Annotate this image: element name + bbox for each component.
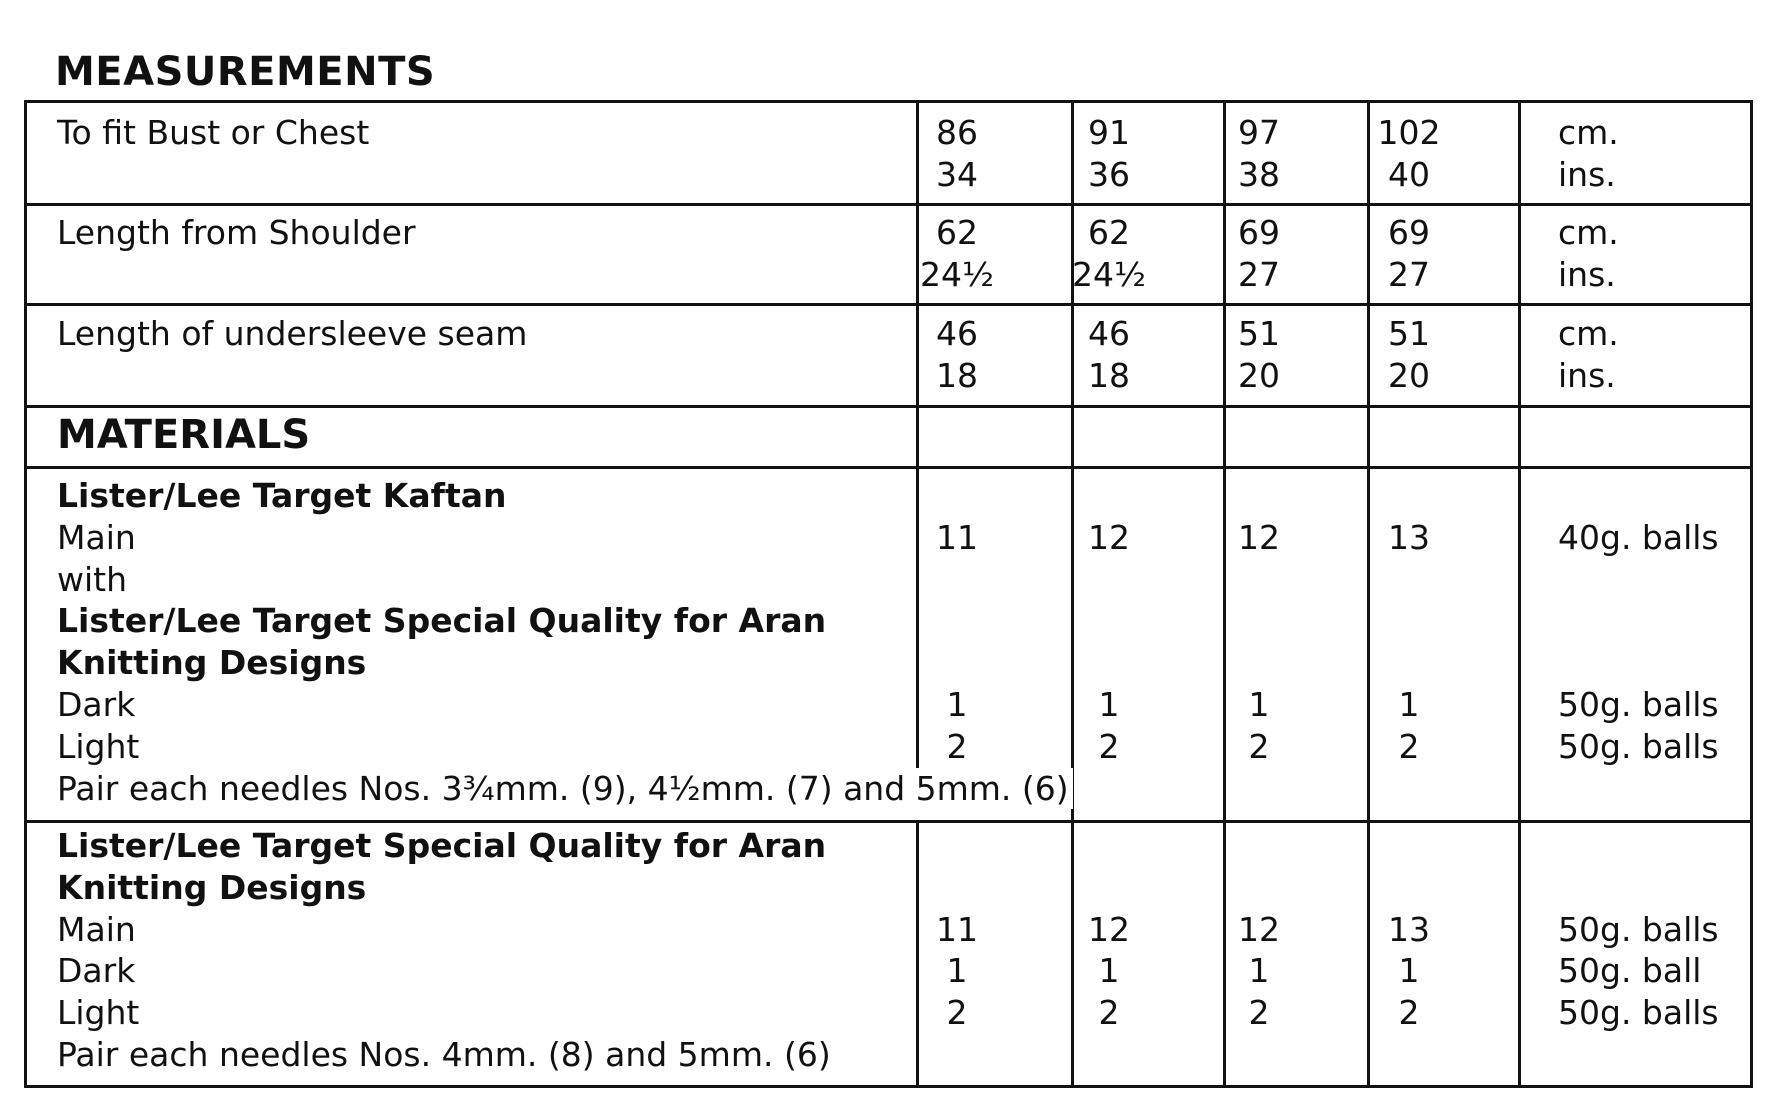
- with-label: with: [57, 559, 128, 599]
- dark-label: Dark: [57, 951, 136, 991]
- materials-heading: MATERIALS: [57, 412, 311, 458]
- measurement-value: 97 38: [1238, 113, 1280, 194]
- kaftan-light-unit: 50g. balls: [1558, 726, 1719, 766]
- measurement-unit: cm. ins.: [1558, 314, 1619, 395]
- main-label: Main: [57, 909, 136, 949]
- aran-light-unit: 50g. balls: [1558, 993, 1719, 1033]
- measurement-value: 62 24½: [1072, 213, 1146, 294]
- column-divider: [1518, 103, 1521, 1088]
- measurement-label: To fit Bust or Chest: [57, 113, 370, 152]
- measurement-value: 69 27: [1238, 213, 1280, 294]
- light-label: Light: [57, 726, 140, 766]
- dark-label: Dark: [57, 684, 136, 724]
- aran-main-value: 11: [936, 909, 978, 949]
- row-divider: [27, 303, 1750, 306]
- aran-main-value: 13: [1388, 909, 1430, 949]
- measurement-value: 46 18: [1088, 314, 1130, 395]
- kaftan-main-unit: 40g. balls: [1558, 517, 1719, 557]
- kaftan-light-value: 2: [1248, 726, 1270, 766]
- aran-dark-value: 1: [1248, 951, 1270, 991]
- kaftan-dark-value: 1: [1098, 685, 1120, 724]
- yarn-title: Lister/Lee Target Kaftan: [57, 476, 507, 515]
- aran-light-value: 2: [1248, 993, 1270, 1033]
- aran-light-value: 2: [1398, 993, 1420, 1033]
- aran-dark-value: 1: [1098, 951, 1120, 991]
- measurement-label: Length from Shoulder: [57, 213, 416, 252]
- kaftan-dark-value: 1: [946, 685, 968, 724]
- row-divider: [27, 203, 1750, 206]
- yarn-title: Knitting Designs: [57, 643, 367, 683]
- light-label: Light: [57, 993, 140, 1033]
- row-divider: [27, 405, 1750, 408]
- measurement-value: 102 40: [1377, 113, 1441, 194]
- kaftan-labels: [57, 475, 826, 768]
- measurement-value: 46 18: [936, 314, 978, 395]
- kaftan-dark-unit: 50g. balls: [1558, 685, 1719, 724]
- measurement-unit: cm. ins.: [1558, 113, 1619, 194]
- aran-needles-note: Pair each needles Nos. 4mm. (8) and 5mm. (6): [57, 1034, 831, 1074]
- row-divider: [27, 466, 1750, 469]
- kaftan-main-value: 13: [1388, 517, 1430, 557]
- aran-light-value: 2: [946, 993, 968, 1033]
- aran-main-unit: 50g. balls: [1558, 909, 1719, 949]
- main-label: Main: [57, 517, 136, 557]
- kaftan-needles-note: Pair each needles Nos. 3¾mm. (9), 4½mm. (7) and 5mm. (6): [57, 768, 1073, 810]
- yarn-title: Knitting Designs: [57, 867, 367, 907]
- kaftan-dark-value: 1: [1248, 685, 1270, 724]
- measurement-value: 86 34: [936, 113, 978, 194]
- row-divider: [27, 820, 1750, 823]
- kaftan-main-value: 11: [936, 517, 978, 557]
- measurement-value: 51 20: [1238, 314, 1280, 395]
- kaftan-main-value: 12: [1238, 517, 1280, 557]
- yarn-title: Lister/Lee Target Special Quality for Aran: [57, 601, 827, 641]
- kaftan-main-value: 12: [1088, 517, 1130, 557]
- measurement-value: 91 36: [1088, 113, 1130, 194]
- measurements-materials-table: [24, 100, 1753, 1088]
- measurement-unit: cm. ins.: [1558, 213, 1619, 294]
- kaftan-light-value: 2: [1398, 726, 1420, 766]
- measurements-heading: MEASUREMENTS: [55, 49, 436, 95]
- aran-main-value: 12: [1088, 909, 1130, 949]
- aran-dark-value: 1: [946, 951, 968, 991]
- aran-light-value: 2: [1098, 993, 1120, 1033]
- kaftan-dark-value: 1: [1398, 685, 1420, 724]
- yarn-title: Lister/Lee Target Special Quality for Aran: [57, 826, 827, 865]
- measurement-label: Length of undersleeve seam: [57, 314, 528, 353]
- aran-labels: [57, 825, 831, 1076]
- aran-main-value: 12: [1238, 909, 1280, 949]
- aran-dark-unit: 50g. ball: [1558, 951, 1702, 991]
- aran-dark-value: 1: [1398, 951, 1420, 991]
- measurement-value: 62 24½: [920, 213, 994, 294]
- measurement-value: 69 27: [1388, 213, 1430, 294]
- kaftan-light-value: 2: [1098, 726, 1120, 766]
- measurement-value: 51 20: [1388, 314, 1430, 395]
- kaftan-light-value: 2: [946, 726, 968, 766]
